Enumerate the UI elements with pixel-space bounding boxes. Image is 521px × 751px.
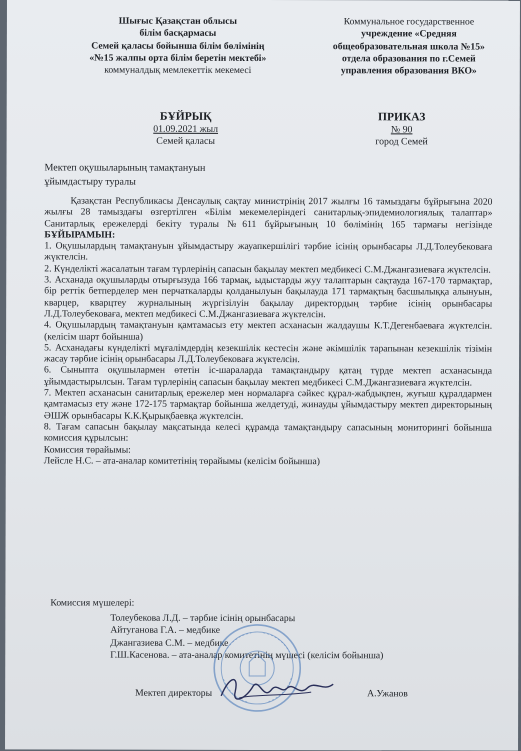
order-item: 4. Оқушылардың тамақтануын қамтамасыз ету мектеп асханасын жалдаушы К.Т.Дегенбаеваға жүктелсін. (келісім шарт бойынша): [44, 319, 493, 343]
order-number: № 90: [390, 124, 413, 136]
order-city-kz: Семей қаласы: [156, 135, 215, 147]
order-title-ru: ПРИКАЗ: [377, 111, 426, 124]
preamble: [44, 195, 492, 241]
order-body: [44, 195, 493, 467]
header-ru-line: общеобразовательная школа №15»: [332, 40, 485, 53]
header-kz-line: Семей қаласы бойынша білім бөлімінің: [91, 40, 265, 52]
commission-member: Джангазиева С.М. – медбике: [110, 637, 229, 649]
commission-member: Г.Ш.Касенова. – ата-аналар комитетінің мүшесі (келісім бойынша): [110, 649, 384, 662]
order-item: 6. Сыныпта оқушылармен өтетін іс-шараларда тамақтандыру қатаң түрде мектеп асханасында ұйымдастырылсын. Тағам түрлерінің сапасын бақылау мектеп медбикесі С.М.Джангазиеваға жүктелсін.: [43, 364, 493, 389]
order-document: [5, 0, 520, 751]
header-kz-line: коммуналдық мемлекеттік мекемесі: [104, 64, 252, 77]
header-russian: [299, 16, 519, 78]
director-name: А.Ужанов: [367, 688, 408, 700]
director-label: Мектеп директоры: [135, 687, 213, 699]
preamble-text: Қазақстан Республикасы Денсаулық сақтау министрінің 2017 жылғы 16 тамыздағы бұйрығына 2020 жылғы 28 тамыздағы өзгертілген «Білім мекемелеріндегі санитарлық-эпидемиологиялық талаптар» Санитарлық ережелерді бекіту туралы №611 бұйрығының 10 бөлімінің 165 тармағы негізінде: [44, 195, 493, 231]
order-block-russian: [347, 110, 457, 148]
header-kz-line: білім басқармасы: [139, 27, 217, 40]
order-block-kazakh: [111, 110, 261, 148]
header-kz-line: Шығыс Қазақстан облысы: [118, 15, 238, 27]
commission-chair: Лейсле Н.С. – ата-аналар комитетінің төрайымы (келісім бойынша): [43, 455, 320, 467]
order-item: 5. Асханадағы күнделікті мұғалімдердің кезекшілік кестесін және әкімшілік тарапынан кезекшілік тізімін жасау тәрбие ісінің орынбасары Л.Д.Толеубековаға жүктелсін.: [44, 342, 493, 366]
commission-members-label: Комиссия мүшелері:: [50, 597, 135, 609]
subject-line: ұйымдастыру туралы: [44, 175, 136, 188]
header-kz-line: «№15 жалпы орта білім беретін мектебі»: [89, 52, 267, 64]
header-kazakh: [63, 15, 293, 77]
order-subject: [44, 161, 205, 188]
order-item: 7. Мектеп асханасын санитарлық ережелер мен нормаларға сәйкес құрал-жабдықпен, жуғыш құралдармен қамтамасыз ету және 172-175 тармақтар бойынша желдетуді, жинауды ұйымдастыру мектеп директорының ӘШЖ орынбасары К.К.Қырықбаевқа жүктелсін.: [43, 387, 492, 422]
subject-line: Мектеп оқушыларының тамақтануын: [44, 162, 206, 174]
header-ru-line: учреждение «Средняя: [361, 28, 457, 40]
header-ru-line: отдела образования по г.Семей: [341, 53, 476, 65]
director-signature: [215, 670, 345, 710]
commission-member: Толеубекова Л.Д. – тәрбие ісінің орынбасары: [110, 612, 296, 625]
order-date: 01.09.2021 жыл: [153, 123, 219, 135]
order-item: 3. Асханада оқушыларды отырғызуда 166 тармақ, ыдыстарды жуу талаптарын сақтауда 167-170 тармақтар, бір реттік бетперделер мен перчаткаларды қолданылуын бақылауда 171 тармақтың басшылыққа алынуын, кварцер, кварцтеу журналының жүргізілуін бақылау директордың тәрбие ісінің орынбасары Л.Д.Толеубековаға, мектеп медбикесі С.М.Джангазиеваға жүктелсін.: [44, 274, 493, 321]
order-title-kz: БҰЙРЫҚ: [159, 110, 212, 123]
order-item: 1. Оқушылардың тамақтануын ұйымдастыру жауапкершілігі тәрбие ісінің орынбасары Л.Д.Толеубековаға жүктелсін.: [44, 240, 493, 264]
order-word: БҰЙЫРАМЫН:: [44, 229, 116, 241]
order-item: 2. Күнделікті жасалатын тағам түрлерінің сапасын бақылау мектеп медбикесі С.М.Джангазиеваға жүктелсін.: [44, 263, 491, 276]
commission-member: Айтуганова Г.А. – медбике: [110, 625, 221, 637]
order-item: 8. Тағам сапасын бақылау мақсатында келесі құрамда тамақтандыру сапасының мониторингі бойынша комиссия құрылсын:: [43, 421, 492, 444]
commission-chair-label: Комиссия төрайымы:: [43, 443, 131, 456]
header-ru-line: Коммунальное государственное: [343, 16, 475, 28]
order-city-ru: город Семей: [375, 136, 428, 148]
header-ru-line: управления образования ВКО»: [340, 65, 477, 77]
